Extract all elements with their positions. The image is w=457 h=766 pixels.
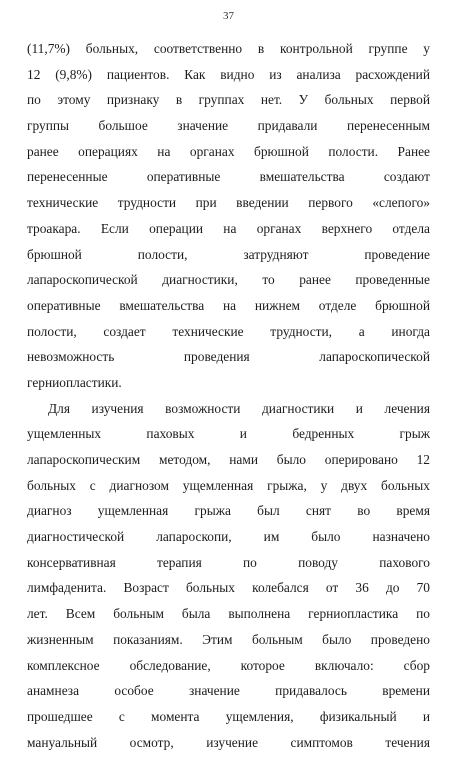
text-line: оперативные вмешательства на нижнем отделе брюшной xyxy=(27,297,430,313)
text-line: герниопластики. xyxy=(27,374,122,390)
text-line: лет. Всем больным была выполнена герниопластика по xyxy=(27,606,430,622)
text-line: троакара. Если операции на органах верхнего отдела xyxy=(27,220,430,236)
text-line: прошедшее с момента ущемления, физикальный и xyxy=(27,708,430,724)
text-line: лапароскопическим методом, нами было оперировано 12 xyxy=(27,452,430,467)
text-line: жизненным показаниям. Этим больным было проведено xyxy=(27,631,430,647)
text-line: невозможность проведения лапароскопической xyxy=(27,349,430,365)
text-line: ущемленных паховых и бедренных грыж xyxy=(27,426,430,442)
text-line: диагностической лапароскопи, им было назначено xyxy=(27,529,430,545)
text-line: брюшной полости, затрудняют проведение xyxy=(27,246,430,262)
text-line: группы большое значение придавали перенесенным xyxy=(27,118,430,134)
text-line: перенесенные оперативные вмешательства создают xyxy=(27,169,430,185)
text-line: лапароскопической диагностики, то ранее проведенные xyxy=(27,272,430,288)
text-line: по этому признаку в группах нет. У больных первой xyxy=(27,92,430,108)
text-line: (11,7%) больных, соответственно в контрольной группе у xyxy=(27,41,430,56)
text-line: 12 (9,8%) пациентов. Как видно из анализа расхождений xyxy=(27,66,430,82)
text-line: анамнеза особое значение придавалось времени xyxy=(27,683,430,699)
text-line: диагноз ущемленная грыжа был снят во время xyxy=(27,503,430,519)
text-line: лимфаденита. Возраст больных колебался от 36 до 70 xyxy=(27,580,430,596)
paragraph-first-line: Для изучения возможности диагностики и лечения xyxy=(48,400,430,416)
body-text xyxy=(27,36,430,755)
text-line: полости, создает технические трудности, а иногда xyxy=(27,323,430,339)
text-line: больных с диагнозом ущемленная грыжа, у двух больных xyxy=(27,477,430,493)
text-line: технические трудности при введении первого «слепого» xyxy=(27,195,430,211)
page-number: 37 xyxy=(223,10,234,22)
text-line: консервативная терапия по поводу пахового xyxy=(27,554,430,570)
text-line: комплексное обследование, которое включало: сбор xyxy=(27,657,430,673)
text-line: мануальный осмотр, изучение симптомов течения xyxy=(27,734,430,750)
text-line: ранее операциях на органах брюшной полости. Ранее xyxy=(27,143,430,159)
